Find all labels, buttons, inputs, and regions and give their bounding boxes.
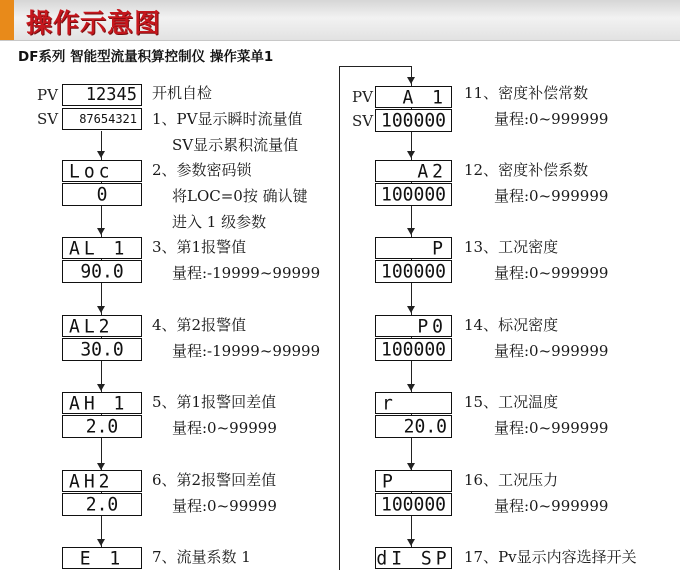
param-value-display: 0 <box>62 183 142 206</box>
param-code-display: P0 <box>375 315 452 337</box>
pv-label-right: PV <box>352 88 373 106</box>
param-value-display: 100000 <box>375 109 452 132</box>
param-code-display: AH 1 <box>62 392 142 414</box>
param-value-display: 2.0 <box>62 415 142 438</box>
param-code-display: A 1 <box>375 86 452 108</box>
param-code-display: Loc <box>62 160 142 182</box>
param-value-display: 100000 <box>375 183 452 206</box>
arrow-down-icon <box>97 151 105 158</box>
banner-accent-bar <box>0 0 14 40</box>
param-code-display: AL 1 <box>62 237 142 259</box>
menu-item-description: 6、第2报警回差值 量程:0~99999 <box>152 471 277 515</box>
arrow-down-icon <box>97 539 105 546</box>
menu-item-description: 2、参数密码锁 将LOC=0按 确认键 进入 1 级参数 <box>152 161 308 231</box>
header-banner <box>0 0 680 41</box>
param-code-display: r <box>375 392 452 414</box>
pv-label-left: PV <box>37 86 58 104</box>
column-link-left <box>339 66 340 570</box>
arrow-down-icon <box>407 306 415 313</box>
param-value-display: 30.0 <box>62 338 142 361</box>
page-subtitle: DF系列 智能型流量积算控制仪 操作菜单1 <box>18 49 274 65</box>
arrow-down-icon <box>407 463 415 470</box>
arrow-down-icon <box>97 463 105 470</box>
param-code-display: E 1 <box>62 547 142 569</box>
param-code-display: A2 <box>375 160 452 182</box>
pv-display: 12345 <box>62 84 142 106</box>
arrow-down-icon <box>97 384 105 391</box>
param-value-display: 20.0 <box>375 415 452 438</box>
param-value-display: 90.0 <box>62 260 142 283</box>
column-link-top <box>339 66 412 67</box>
arrow-down-icon <box>407 228 415 235</box>
menu-item-description: 4、第2报警值 量程:-19999~99999 <box>152 316 321 360</box>
param-code-display: AL2 <box>62 315 142 337</box>
sv-display: 87654321 <box>62 108 142 130</box>
arrow-down-icon <box>97 228 105 235</box>
param-value-display: 100000 <box>375 260 452 283</box>
menu-item-description: 5、第1报警回差值 量程:0~99999 <box>152 393 277 437</box>
menu-item-description: 3、第1报警值 量程:-19999~99999 <box>152 238 321 282</box>
menu-item-description: 11、密度补偿常数 量程:0~999999 <box>464 84 609 128</box>
menu-item-description: 16、工况压力 量程:0~999999 <box>464 471 609 515</box>
param-value-display: 2.0 <box>62 493 142 516</box>
param-code-display: P <box>375 470 452 492</box>
arrow-down-icon <box>407 539 415 546</box>
arrow-down-icon <box>97 306 105 313</box>
arrow-down-icon <box>407 384 415 391</box>
param-code-display: dI SP <box>376 547 451 569</box>
param-code-display: P <box>375 237 452 259</box>
param-code-display: AH2 <box>62 470 142 492</box>
menu-item-description: 13、工况密度 量程:0~999999 <box>464 238 609 282</box>
arrow-down-icon <box>407 77 415 84</box>
menu-item-description: 17、Pv显示内容选择开关 <box>464 548 637 566</box>
menu-item-description: 7、流量系数 1 <box>152 548 251 566</box>
menu-item-description: 12、密度补偿系数 量程:0~999999 <box>464 161 609 205</box>
menu-item-description: 15、工况温度 量程:0~999999 <box>464 393 609 437</box>
param-value-display: 100000 <box>375 338 452 361</box>
sv-label-left: SV <box>37 110 59 128</box>
param-value-display: 100000 <box>375 493 452 516</box>
menu-item-description: 14、标况密度 量程:0~999999 <box>464 316 609 360</box>
arrow-down-icon <box>407 151 415 158</box>
menu-item-description: 开机自检 1、PV显示瞬时流量值 SV显示累积流量值 <box>152 84 303 154</box>
sv-label-right: SV <box>352 112 374 130</box>
page-title: 操作示意图 <box>26 9 162 39</box>
